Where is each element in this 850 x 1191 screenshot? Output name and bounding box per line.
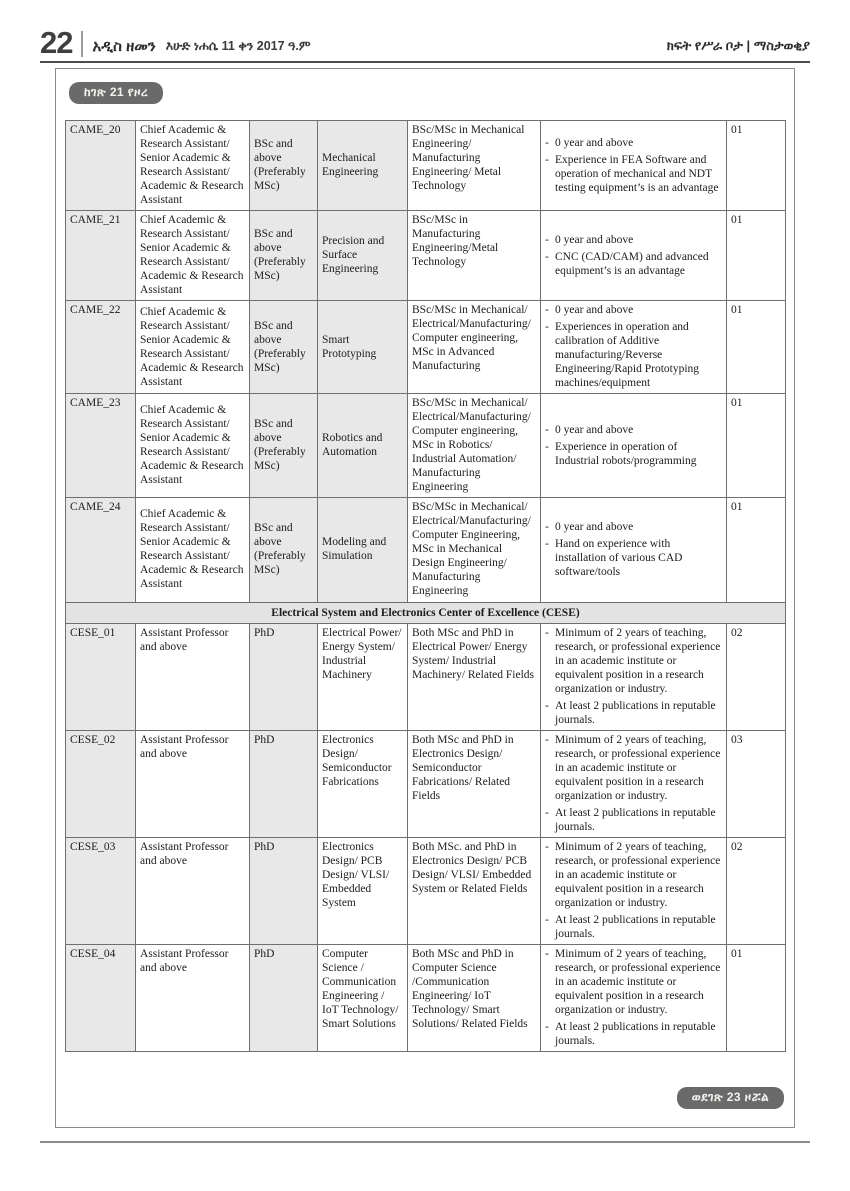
cell-vacancy-code: CAME_23 [66,394,136,498]
table-row [66,121,786,211]
page-number: 22 [40,25,73,60]
cell-requirements [541,498,727,602]
cell-qualification: Both MSc and PhD in Computer Science /Communication Engineering/ IoT Technology/ Smart Solutions/ Related Fields [408,944,541,1051]
cell-job-title: Chief Academic & Research Assistant/ Senior Academic & Research Assistant/ Academic & Research Assistant [136,301,250,394]
vacancy-table-body [66,121,786,1052]
requirement-item: - 0 year and above [545,233,634,246]
cell-vacancy-code: CAME_20 [66,121,136,211]
cell-requirements [541,211,727,301]
requirement-item: - At least 2 publications in reputable journals. [545,1020,716,1047]
issue-date: እሁድ ነሐሴ 11 ቀን 2017 ዓ.ም [165,39,311,53]
cell-position: Electronics Design/ Semiconductor Fabrications [318,730,408,837]
requirement-item: - 0 year and above [545,136,634,149]
table-row [66,837,786,944]
cell-position: Modeling and Simulation [318,498,408,602]
requirement-item: - Minimum of 2 years of teaching, research, or professional experience in an academic institute or equivalent position in a research organization or industry. [545,840,721,909]
cell-job-title: Assistant Professor and above [136,623,250,730]
cell-requirements [541,623,727,730]
cell-education: BSc and above (Preferably MSc) [250,301,318,394]
cell-count: 01 [727,301,786,394]
continued-to-badge: ወደገጽ 23 ዞሯል [677,1087,784,1109]
cell-qualification: Both MSc. and PhD in Electronics Design/ PCB Design/ VLSI/ Embedded System or Related Fields [408,837,541,944]
requirement-item: - 0 year and above [545,304,634,317]
cell-qualification: BSc/MSc in Mechanical Engineering/ Manufacturing Engineering/ Metal Technology [408,121,541,211]
cell-qualification: BSc/MSc in Mechanical/ Electrical/Manufacturing/ Computer engineering, MSc in Robotics/ Industrial Automation/ Manufacturing Engineering [408,394,541,498]
table-row [66,944,786,1051]
cell-position: Mechanical Engineering [318,121,408,211]
cell-vacancy-code: CESE_01 [66,623,136,730]
requirement-item: - Minimum of 2 years of teaching, research, or professional experience in an academic institute or equivalent position in a research organization or industry. [545,626,721,695]
cell-requirements [541,301,727,394]
cell-count: 02 [727,623,786,730]
cell-qualification: Both MSc and PhD in Electrical Power/ Energy System/ Industrial Machinery/ Related Fields [408,623,541,730]
cell-count: 03 [727,730,786,837]
cell-qualification: BSc/MSc in Mechanical/ Electrical/Manufacturing/ Computer Engineering, MSc in Mechanical Design Engineering/ Manufacturing Engineering [408,498,541,602]
cell-vacancy-code: CESE_04 [66,944,136,1051]
requirement-item: - At least 2 publications in reputable journals. [545,699,716,726]
table-row [66,623,786,730]
cell-education: BSc and above (Preferably MSc) [250,211,318,301]
cell-qualification: BSc/MSc in Mechanical/ Electrical/Manufacturing/ Computer engineering, MSc in Advanced Manufacturing [408,301,541,394]
cell-job-title: Assistant Professor and above [136,944,250,1051]
footer-rule [40,1141,810,1143]
cell-education: BSc and above (Preferably MSc) [250,121,318,211]
continued-from-badge: ከገጽ 21 የዞረ [69,82,163,104]
cell-job-title: Chief Academic & Research Assistant/ Senior Academic & Research Assistant/ Academic & Research Assistant [136,394,250,498]
cell-vacancy-code: CAME_24 [66,498,136,602]
cell-position: Precision and Surface Engineering [318,211,408,301]
cell-count: 01 [727,498,786,602]
cell-education: PhD [250,944,318,1051]
cell-requirements [541,394,727,498]
cell-count: 01 [727,944,786,1051]
table-section-header [66,602,786,623]
requirement-item: - 0 year and above [545,423,634,436]
vacancy-announcement-box [55,68,795,1128]
header-rule [40,61,810,63]
requirement-item: - Experience in FEA Software and operation of mechanical and NDT testing equipment’s is an advantage [545,153,719,194]
cell-job-title: Chief Academic & Research Assistant/ Senior Academic & Research Assistant/ Academic & Research Assistant [136,121,250,211]
requirement-item: - Minimum of 2 years of teaching, research, or professional experience in an academic institute or equivalent position in a research organization or industry. [545,947,721,1016]
cell-qualification: Both MSc and PhD in Electronics Design/ Semiconductor Fabrications/ Related Fields [408,730,541,837]
newspaper-header [40,24,810,58]
cell-vacancy-code: CESE_02 [66,730,136,837]
cell-job-title: Chief Academic & Research Assistant/ Senior Academic & Research Assistant/ Academic & Research Assistant [136,211,250,301]
cell-education: BSc and above (Preferably MSc) [250,394,318,498]
cell-count: 01 [727,394,786,498]
cell-requirements [541,121,727,211]
vacancy-table [65,120,786,1052]
cell-requirements [541,837,727,944]
requirement-item: - Minimum of 2 years of teaching, research, or professional experience in an academic institute or equivalent position in a research organization or industry. [545,733,721,802]
section-header-label: Electrical System and Electronics Center of Excellence (CESE) [66,602,786,623]
cell-position: Electrical Power/ Energy System/ Industrial Machinery [318,623,408,730]
requirement-item: - At least 2 publications in reputable journals. [545,806,716,833]
requirement-item: - Hand on experience with installation of various CAD software/tools [545,537,683,578]
masthead-title: አዲስ ዘመን [92,38,156,55]
cell-position: Robotics and Automation [318,394,408,498]
requirement-item: - At least 2 publications in reputable journals. [545,913,716,940]
cell-job-title: Assistant Professor and above [136,730,250,837]
requirement-item: - CNC (CAD/CAM) and advanced equipment’s is an advantage [545,250,709,277]
table-row [66,498,786,602]
cell-position: Smart Prototyping [318,301,408,394]
cell-job-title: Chief Academic & Research Assistant/ Senior Academic & Research Assistant/ Academic & Research Assistant [136,498,250,602]
table-row [66,730,786,837]
table-row [66,394,786,498]
cell-requirements [541,730,727,837]
table-row [66,211,786,301]
header-divider [81,31,83,57]
cell-job-title: Assistant Professor and above [136,837,250,944]
cell-requirements [541,944,727,1051]
cell-position: Computer Science / Communication Engineering / IoT Technology/ Smart Solutions [318,944,408,1051]
cell-vacancy-code: CESE_03 [66,837,136,944]
requirement-item: - 0 year and above [545,520,634,533]
cell-qualification: BSc/MSc in Manufacturing Engineering/Metal Technology [408,211,541,301]
cell-count: 02 [727,837,786,944]
cell-vacancy-code: CAME_22 [66,301,136,394]
requirement-item: - Experience in operation of Industrial robots/programming [545,440,697,467]
table-row [66,301,786,394]
requirement-item: - Experiences in operation and calibration of Additive manufacturing/Reverse Engineering/Rapid Prototyping machines/equipment [545,321,700,390]
cell-count: 01 [727,121,786,211]
section-label: ክፍት የሥራ ቦታ | ማስታወቂያ [666,38,810,53]
cell-education: PhD [250,837,318,944]
cell-position: Electronics Design/ PCB Design/ VLSI/ Embedded System [318,837,408,944]
cell-education: PhD [250,730,318,837]
cell-count: 01 [727,211,786,301]
cell-vacancy-code: CAME_21 [66,211,136,301]
cell-education: PhD [250,623,318,730]
cell-education: BSc and above (Preferably MSc) [250,498,318,602]
